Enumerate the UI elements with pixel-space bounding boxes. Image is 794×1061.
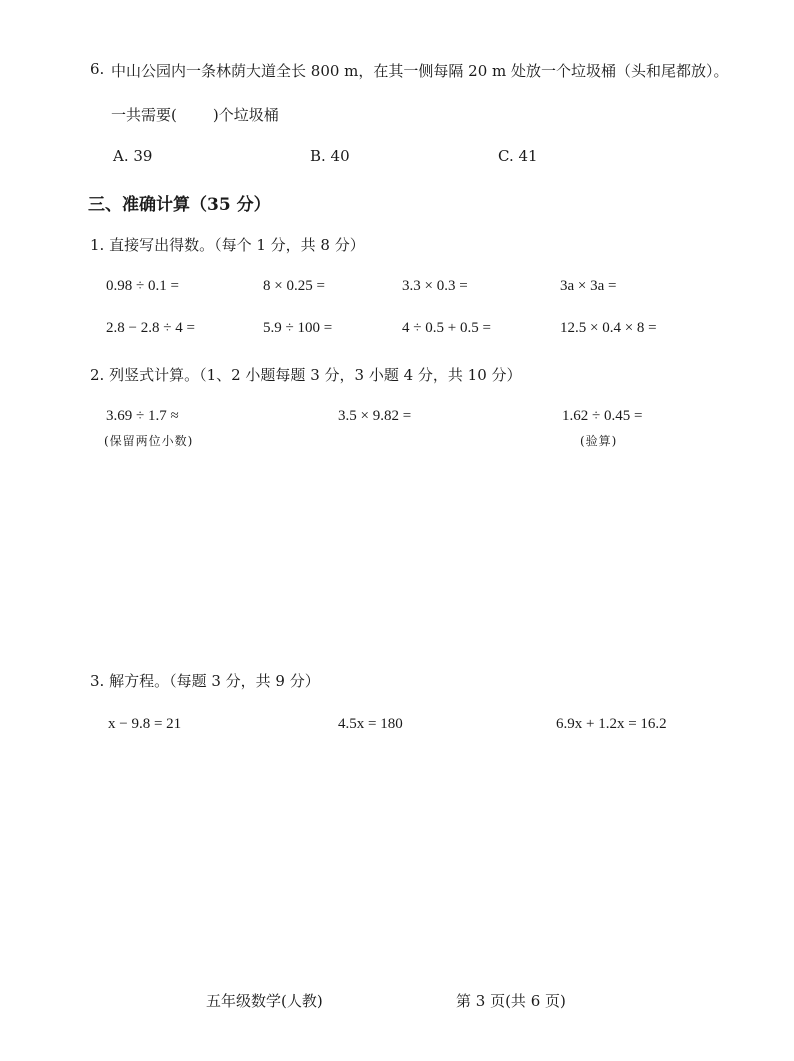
q6-option-b[interactable]: B. 40 [310, 147, 350, 165]
q6-blank-before: 一共需要( [111, 106, 177, 124]
footer-subject: 五年级数学(人教) [206, 992, 323, 1010]
vertical-calc-3: 1.62 ÷ 0.45 = [562, 408, 643, 424]
equation-1: x − 9.8 = 21 [108, 716, 182, 732]
q6-option-a[interactable]: A. 39 [113, 147, 153, 165]
calc-1-3: 3.3 × 0.3 = [402, 278, 468, 294]
equation-2: 4.5x = 180 [338, 716, 403, 732]
vertical-calc-1-note: (保留两位小数) [104, 434, 194, 448]
q6-blank-after: )个垃圾桶 [212, 106, 279, 124]
vertical-calc-1: 3.69 ÷ 1.7 ≈ [106, 408, 179, 424]
calc-2-1: 2.8 − 2.8 ÷ 4 = [106, 320, 195, 336]
calc-2-3: 4 ÷ 0.5 + 0.5 = [402, 320, 491, 336]
q6-text: 中山公园内一条林荫大道全长 800 m，在其一侧每隔 20 m 处放一个垃圾桶（头和尾都放）。 [111, 62, 729, 80]
calc-1-1: 0.98 ÷ 0.1 = [106, 278, 179, 294]
calc-1-4: 3a × 3a = [560, 278, 617, 294]
part2-title: 2. 列竖式计算。（1、2 小题每题 3 分，3 小题 4 分，共 10 分） [90, 366, 522, 384]
section-title: 三、准确计算（35 分） [88, 195, 271, 215]
equation-3: 6.9x + 1.2x = 16.2 [556, 716, 667, 732]
q6-number: 6. [90, 60, 105, 78]
part3-title: 3. 解方程。（每题 3 分，共 9 分） [90, 672, 320, 690]
vertical-calc-3-note: (验算) [580, 434, 618, 448]
part1-title: 1. 直接写出得数。（每个 1 分，共 8 分） [90, 236, 365, 254]
calc-2-4: 12.5 × 0.4 × 8 = [560, 320, 657, 336]
q6-blank-line [111, 104, 279, 125]
footer-page: 第 3 页(共 6 页) [456, 992, 566, 1010]
calc-2-2: 5.9 ÷ 100 = [263, 320, 333, 336]
calc-1-2: 8 × 0.25 = [263, 278, 325, 294]
q6-option-c[interactable]: C. 41 [498, 147, 538, 165]
vertical-calc-2: 3.5 × 9.82 = [338, 408, 412, 424]
